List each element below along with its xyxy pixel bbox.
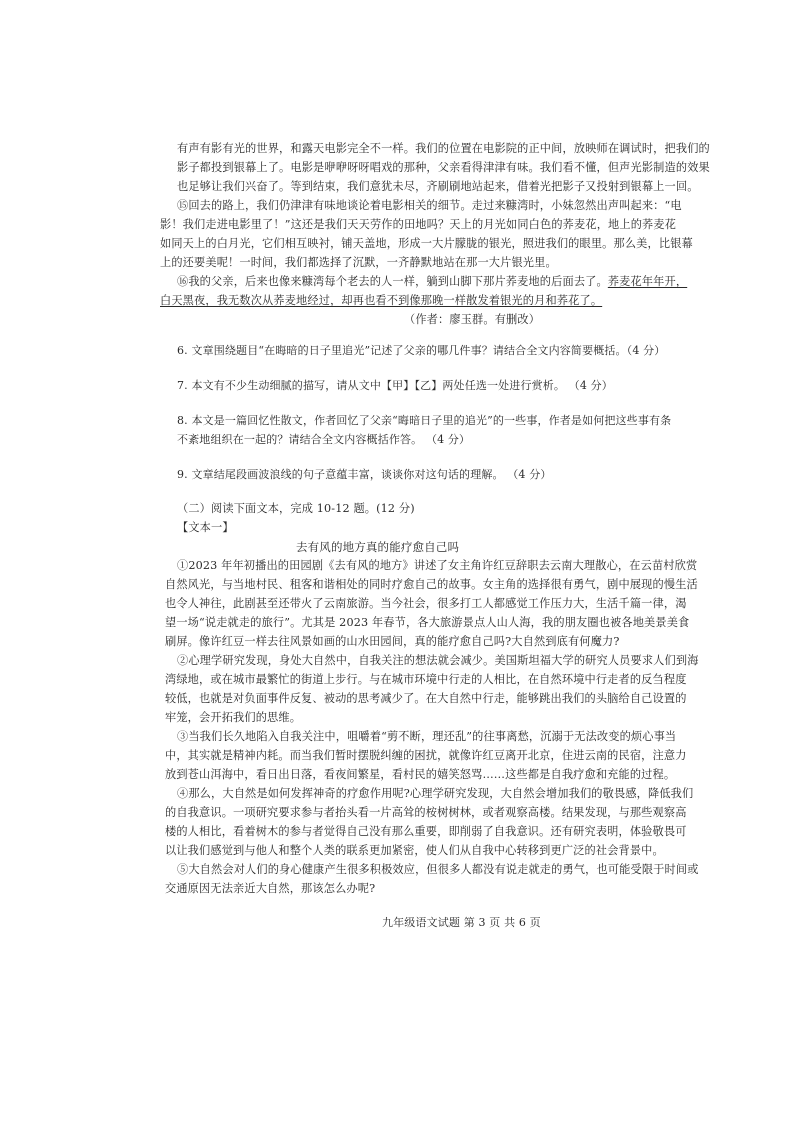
article-line: ⑤大自然会对人们的身心健康产生很多积极效应，但很多人都没有说走就走的勇气，也可能受限于时间或 <box>177 863 699 876</box>
passage-line: 如同天上的白月光，它们相互映衬，铺天盖地，形成一大片朦胧的银光，照进我们的眼里。那么美，比银幕 <box>160 237 693 250</box>
wavy-underlined-sentence: 荞麦花年年开， <box>607 275 688 288</box>
question-8-cont: 不紊地组织在一起的？请结合全文内容概括作答。 （4 分） <box>177 433 471 446</box>
article-title: 去有风的地方真的能疗愈自己吗 <box>296 540 460 554</box>
passage-line <box>177 275 687 289</box>
article-line: 湾绿地，或在城市最繁忙的街道上步行。与在城市环境中行走的人相比，在自然环境中行走者的反刍程度 <box>165 673 687 686</box>
article-line: 楼的人相比，看着树木的参与者觉得自己没有那么重要，即削弱了自我意识。还有研究表明，体验敬畏可 <box>165 825 687 838</box>
article-line: 交通原因无法亲近大自然，那该怎么办呢? <box>165 882 376 895</box>
article-line: 放到苍山洱海中，看日出日落，看夜间繁星，看村民的嬉笑怒骂……这些都是自我疗愈和充能的过程。 <box>165 768 676 781</box>
article-line: 中，其实就是精神内耗。而当我们暂时摆脱纠缠的困扰，就像许红豆离开北京，住进云南的民宿，注意力 <box>165 749 687 762</box>
page-footer: 九年级语文试题 第 3 页 共 6 页 <box>382 916 541 929</box>
passage-text: ⑯我的父亲，后来也像来糠湾每个老去的人一样，躺到山脚下那片荞麦地的后面去了。 <box>177 275 608 288</box>
article-line: 也令人神往，此剧甚至还带火了云南旅游。当今社会，很多打工人都感觉工作压力大，生活千篇一律，渴 <box>165 597 687 610</box>
question-8: 8. 本文是一篇回忆性散文，作者回忆了父亲“晦暗日子里的追光”的一些事，作者是如何把这些事有条 <box>177 414 672 427</box>
wavy-underlined-sentence: 白天黑夜，我无数次从荞麦地经过，却再也看不到像那晚一样散发着银光的月和荞花了。 <box>160 294 603 307</box>
article-line: 较低，也就是对负面事件反复、被动的思考减少了。在大自然中行走，能够跳出我们的头脑给自己设置的 <box>165 692 687 705</box>
article-line: ②心理学研究发现，身处大自然中，自我关注的想法就会减少。美国斯坦福大学的研究人员要求人们到海 <box>177 654 699 667</box>
article-line: 牢笼，会开拓我们的思维。 <box>165 711 302 724</box>
article-line: 刷屏。像许红豆一样去往风景如画的山水田园间，真的能疗愈自己吗?大自然到底有何魔力? <box>165 635 620 648</box>
passage-line: 影子都投到银幕上了。电影是咿咿呀呀唱戏的那种，父亲看得津津有味。我们看不懂，但声光影制造的效果 <box>177 161 710 174</box>
passage-line: 影！我们走进电影里了！”这还是我们天天劳作的田地吗？天上的月光如同白色的荞麦花，地上的荞麦花 <box>160 218 677 231</box>
question-9: 9. 文章结尾段画波浪线的句子意蕴丰富，谈谈你对这句话的理解。 （4 分） <box>177 468 552 481</box>
article-line: 的自我意识。一项研究要求参与者抬头看一片高耸的桉树树林，或者观察高楼。结果发现，与那些观察高 <box>165 806 687 819</box>
passage-line: 有声有影有光的世界，和露天电影完全不一样。我们的位置在电影院的正中间，放映师在调试时，把我们的 <box>177 142 710 155</box>
section-heading: （二）阅读下面文本，完成 10-12 题。(12 分) <box>177 502 415 515</box>
text-label: 【文本一】 <box>177 521 234 534</box>
question-7: 7. 本文有不少生动细腻的描写，请从文中【甲】【乙】两处任选一处进行赏析。 （4 分） <box>177 379 613 392</box>
passage-line: 也足够让我们兴奋了。等到结束，我们意犹未尽，齐刷刷地站起来，借着光把影子又投射到银幕上一回。 <box>177 180 699 193</box>
author-source: （作者：廖玉群。有删改） <box>404 313 541 326</box>
article-line: 以让我们感觉到与他人和整个人类的联系更加紧密，使人们从自我中心转移到更广泛的社会背景中。 <box>165 844 664 857</box>
article-line: ①2023 年年初播出的田园剧《去有风的地方》讲述了女主角许红豆辞职去云南大理散心，在云苗村欣赏 <box>177 559 698 572</box>
article-line: 自然风光，与当地村民、租客和谐相处的同时疗愈自己的故事。女主角的选择很有勇气，剧中展现的慢生活 <box>165 578 698 591</box>
passage-line: 上的还要美呢！一时间，我们都选择了沉默，一齐静默地站在那一大片银光里。 <box>160 256 557 269</box>
question-6: 6. 文章围绕题目“在晦暗的日子里追光”记述了父亲的哪几件事？请结合全文内容简要概括。（4 分） <box>177 344 666 357</box>
article-line: ③当我们长久地陷入自我关注中，咀嚼着“剪不断，理还乱”的往事离愁，沉溺于无法改变的烦心事当 <box>177 730 677 743</box>
article-line: 望一场“说走就走的旅行”。尤其是 2023 年春节，各大旅游景点人山人海，我的朋友圈也被各地美景美食 <box>165 616 690 629</box>
article-line: ④那么，大自然是如何发挥神奇的疗愈作用呢?心理学研究发现，大自然会增加我们的敬畏感，降低我们 <box>177 787 694 800</box>
passage-line: ⑮回去的路上，我们仍津津有味地谈论着电影相关的细节。走过来糠湾时，小妹忽然出声叫起来：“电 <box>177 199 682 212</box>
